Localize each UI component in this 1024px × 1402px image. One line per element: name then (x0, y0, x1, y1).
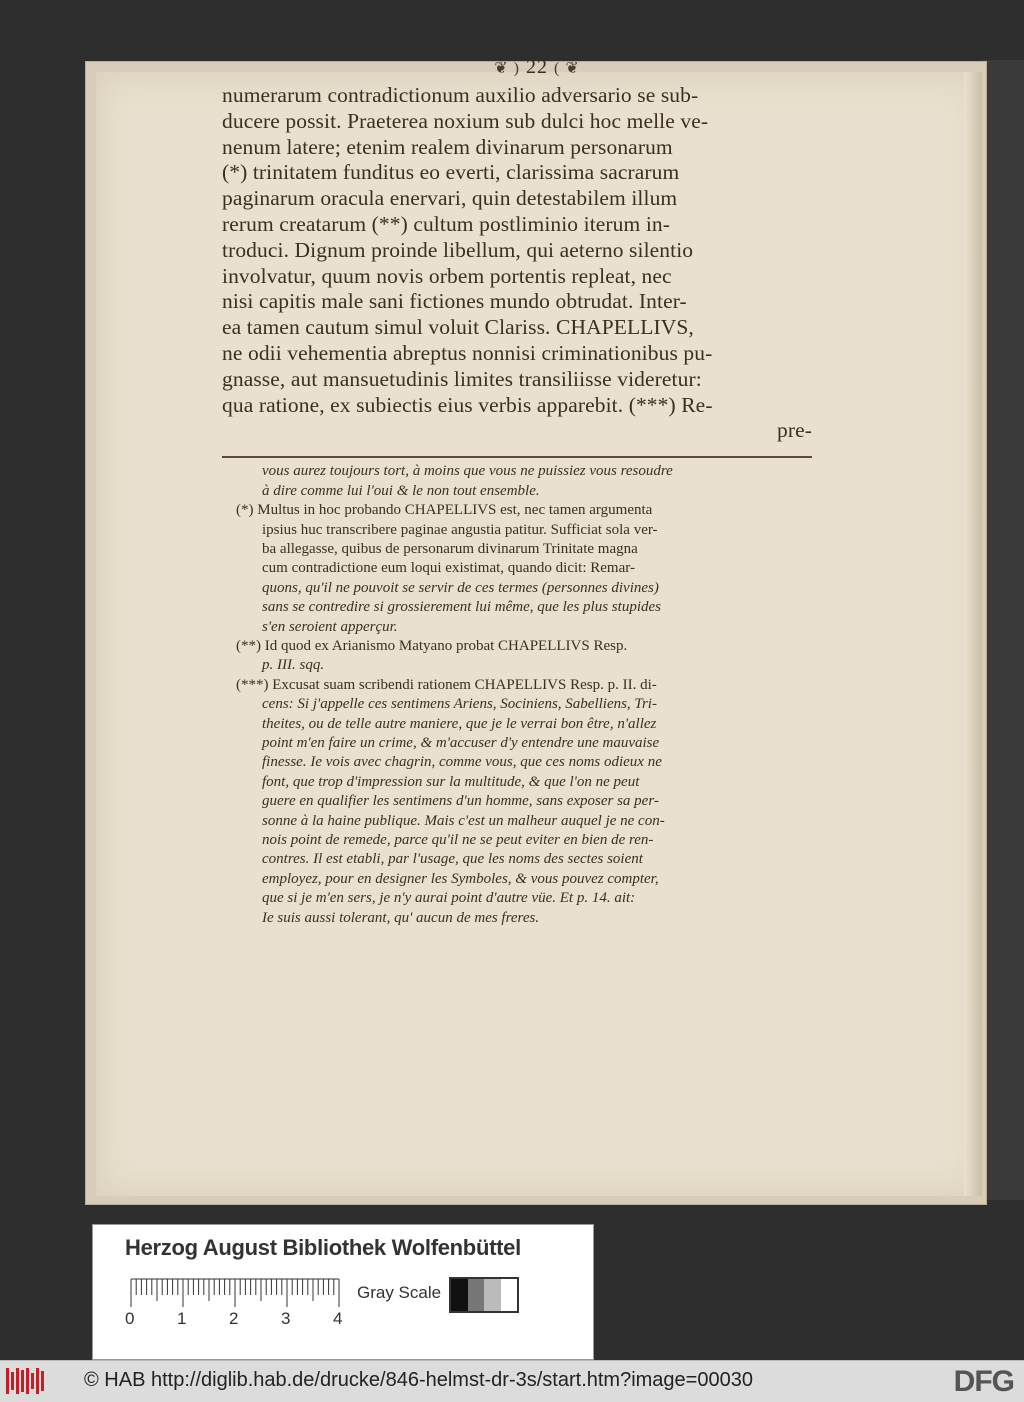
footnote-line: font, que trop d'impression sur la multitude, & que l'on ne peut (262, 773, 640, 790)
gray-swatch (468, 1279, 485, 1311)
footnote-line: cum contradictione eum loqui existimat, quando dicit: Remar- (262, 560, 635, 577)
main-line: troduci. Dignum proinde libellum, qui aeterno silentio (222, 237, 694, 262)
gray-swatch (484, 1279, 501, 1311)
hab-barcode-icon (6, 1367, 46, 1395)
main-line: ne odii vehementia abreptus nonnisi criminationibus pu- (222, 340, 713, 365)
main-line: nenum latere; etenim realem divinarum personarum (222, 134, 673, 159)
main-line: involvatur, quum novis orbem portentis repleat, nec (222, 263, 672, 288)
ruler-number: 0 (125, 1309, 135, 1328)
footnote-line: cens: Si j'appelle ces sentimens Ariens, Sociniens, Sabelliens, Tri- (262, 696, 657, 713)
main-line: gnasse, aut mansuetudinis limites transiliisse videretur: (222, 366, 702, 391)
footnote-line: finesse. Ie vois avec chagrin, comme vous, que ces noms odieux ne (262, 754, 662, 771)
gray-scale-swatches (449, 1277, 519, 1313)
binding-edge (982, 60, 1024, 1200)
ornament-right-icon: ( ❦ (554, 60, 580, 77)
main-line: qua ratione, ex subiectis eius verbis apparebit. (***) Re- (222, 392, 713, 417)
ornament-left-icon: ❦ ) (494, 60, 520, 77)
calibration-card (92, 1224, 594, 1360)
footnote-line: contres. Il est etabli, par l'usage, que les noms des sectes soient (262, 851, 643, 868)
footnote-line: sans se contredire si grossierement lui même, que les plus stupides (262, 599, 661, 616)
ruler-number: 3 (281, 1309, 291, 1328)
footnote-line: s'en seroient apperçur. (262, 618, 398, 635)
footer-bar (0, 1360, 1024, 1402)
footnote-line: quons, qu'il ne pouvoit se servir de ces termes (personnes divines) (262, 579, 659, 596)
main-text (222, 83, 812, 442)
footnote-line: (**) Id quod ex Arianismo Matyano probat CHAPELLIVS Resp. (236, 638, 628, 655)
footnote-line: employez, pour en designer les Symboles, & vous pouvez compter, (262, 870, 659, 887)
footnote-line: point m'en faire un crime, & m'accuser d'y entendre une mauvaise (262, 735, 660, 752)
footnote-line: p. III. sqq. (262, 657, 325, 674)
gray-scale-label: Gray Scale (357, 1283, 442, 1302)
main-line: paginarum oracula enervari, quin detestabilem illum (222, 186, 678, 211)
dfg-logo: DFG (953, 1365, 1014, 1398)
footnote-line: ba allegasse, quibus de personarum divinarum Trinitate magna (262, 540, 638, 557)
footer-url[interactable]: © HAB http://diglib.hab.de/drucke/846-helmst-dr-3s/start.htm?image=00030 (84, 1369, 753, 1391)
catchword: pre- (776, 418, 812, 443)
main-line: rerum creatarum (**) cultum postliminio iterum in- (222, 211, 671, 236)
calibration-title: Herzog August Bibliothek Wolfenbüttel (125, 1235, 521, 1260)
ruler-number: 2 (229, 1309, 239, 1328)
ruler-number: 1 (177, 1309, 187, 1328)
footnote-line: theites, ou de telle autre maniere, que je le verrai bon être, n'allez (262, 715, 657, 732)
gray-swatch (451, 1279, 468, 1311)
main-line: ducere possit. Praeterea noxium sub dulci hoc melle ve- (222, 108, 709, 133)
footnote-line: Ie suis aussi tolerant, qu' aucun de mes freres. (262, 909, 540, 926)
note-continuation-line: à dire comme lui l'oui & le non tout ensemble. (262, 482, 540, 499)
ruler-numbers (125, 1309, 365, 1331)
page-number: 22 (526, 56, 548, 78)
footnote-2 (222, 637, 812, 676)
main-line: numerarum contradictionum auxilio adversario se sub- (222, 83, 699, 107)
footnote-line: ipsius huc transcribere paginae angustia patitur. Sufficiat sola ver- (262, 521, 658, 538)
gray-swatch (501, 1279, 518, 1311)
note-continuation-line: vous aurez toujours tort, à moins que vous ne puissiez vous resoudre (262, 463, 673, 480)
main-line: nisi capitis male sani fictiones mundo obtrudat. Inter- (222, 289, 687, 314)
footnote-line: (***) Excusat suam scribendi rationem CHAPELLIVS Resp. p. II. di- (236, 676, 657, 693)
main-line: ea tamen cautum simul voluit Clariss. CHAPELLIVS, (222, 315, 694, 340)
page-content (222, 56, 812, 928)
main-line: (*) trinitatem funditus eo everti, clarissima sacrarum (222, 160, 680, 185)
footnote-line: (*) Multus in hoc probando CHAPELLIVS est, nec tamen argumenta (236, 502, 653, 519)
ruler-scale (129, 1277, 349, 1307)
page-gutter (964, 72, 982, 1196)
footnote-line: nois point de remede, parce qu'il ne se peut eviter en bien de ren- (262, 832, 654, 849)
footnotes (222, 462, 812, 928)
footnote-line: guere en qualifier les sentimens d'un homme, sans exposer sa per- (262, 793, 659, 810)
footnote-line: que si je m'en sers, je n'y aurai point d'autre vüe. Et p. 14. ait: (262, 890, 636, 907)
footnote-3 (222, 676, 812, 928)
footnote-line: sonne à la haine publique. Mais c'est un malheur auquel je ne con- (262, 812, 665, 829)
footnote-1 (222, 501, 812, 637)
ruler-number: 4 (333, 1309, 343, 1328)
footnote-divider (222, 456, 812, 458)
page-header (262, 56, 812, 79)
